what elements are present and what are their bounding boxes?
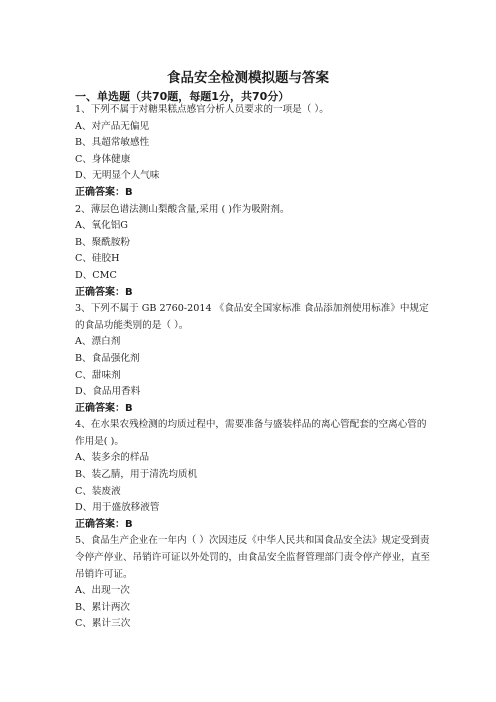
question-stem: 5、食品生产企业在一年内（ ）次因违反《中华人民共和国食品安全法》规定受到责令停产停业、吊销许可证以外处罚的，由食品安全监督管理部门责令停产停业，直至吊销许可证。 xyxy=(75,535,430,580)
option-c: C、累计三次 xyxy=(75,618,131,630)
question-block xyxy=(75,301,435,417)
correct-answer: 正确答案：B xyxy=(75,286,133,298)
option-a: A、对产品无偏见 xyxy=(75,120,150,132)
question-list xyxy=(75,102,435,633)
option-a: A、氧化铝G xyxy=(75,220,128,232)
correct-answer: 正确答案：B xyxy=(75,518,133,530)
question-stem: 2、薄层色谱法测山梨酸含量,采用 ( )作为吸附剂。 xyxy=(75,203,290,215)
option-c: C、甜味剂 xyxy=(75,369,121,381)
option-d: D、无明显个人气味 xyxy=(75,170,160,182)
option-d: D、用于盛放移液管 xyxy=(75,502,160,514)
option-a: A、装多余的样品 xyxy=(75,452,150,464)
question-block xyxy=(75,533,435,633)
correct-answer: 正确答案：B xyxy=(75,186,133,198)
option-b: B、具超常敏感性 xyxy=(75,137,150,149)
correct-answer: 正确答案：B xyxy=(75,402,133,414)
option-a: A、漂白剂 xyxy=(75,336,121,348)
option-b: B、食品强化剂 xyxy=(75,352,140,364)
option-a: A、出现一次 xyxy=(75,585,130,597)
option-d: D、食品用香料 xyxy=(75,386,141,398)
option-b: B、装乙腈，用于清洗均质机 xyxy=(75,469,198,481)
option-c: C、身体健康 xyxy=(75,153,131,165)
question-block xyxy=(75,102,435,202)
section-heading: 一、单选题（共70题，每题1分，共70分） xyxy=(75,90,290,103)
page-title: 食品安全检测模拟题与答案 xyxy=(167,70,329,86)
option-c: C、硅胶H xyxy=(75,253,120,265)
option-b: B、累计两次 xyxy=(75,601,131,613)
question-block xyxy=(75,202,435,302)
option-d: D、CMC xyxy=(75,269,117,281)
question-stem: 1、下列不属于对糖果糕点感官分析人员要求的一项是（ ）。 xyxy=(75,104,329,115)
option-c: C、装废液 xyxy=(75,485,121,497)
option-b: B、聚酰胺粉 xyxy=(75,236,131,248)
question-stem: 4、在水果农残检测的均质过程中，需要准备与盛装样品的离心管配套的空离心管的作用是( )。 xyxy=(75,419,427,447)
question-stem: 3、下列不属于 GB 2760-2014 《食品安全国家标准 食品添加剂使用标准》中规定的食品功能类别的是（ ）。 xyxy=(75,303,429,331)
question-block xyxy=(75,417,435,533)
